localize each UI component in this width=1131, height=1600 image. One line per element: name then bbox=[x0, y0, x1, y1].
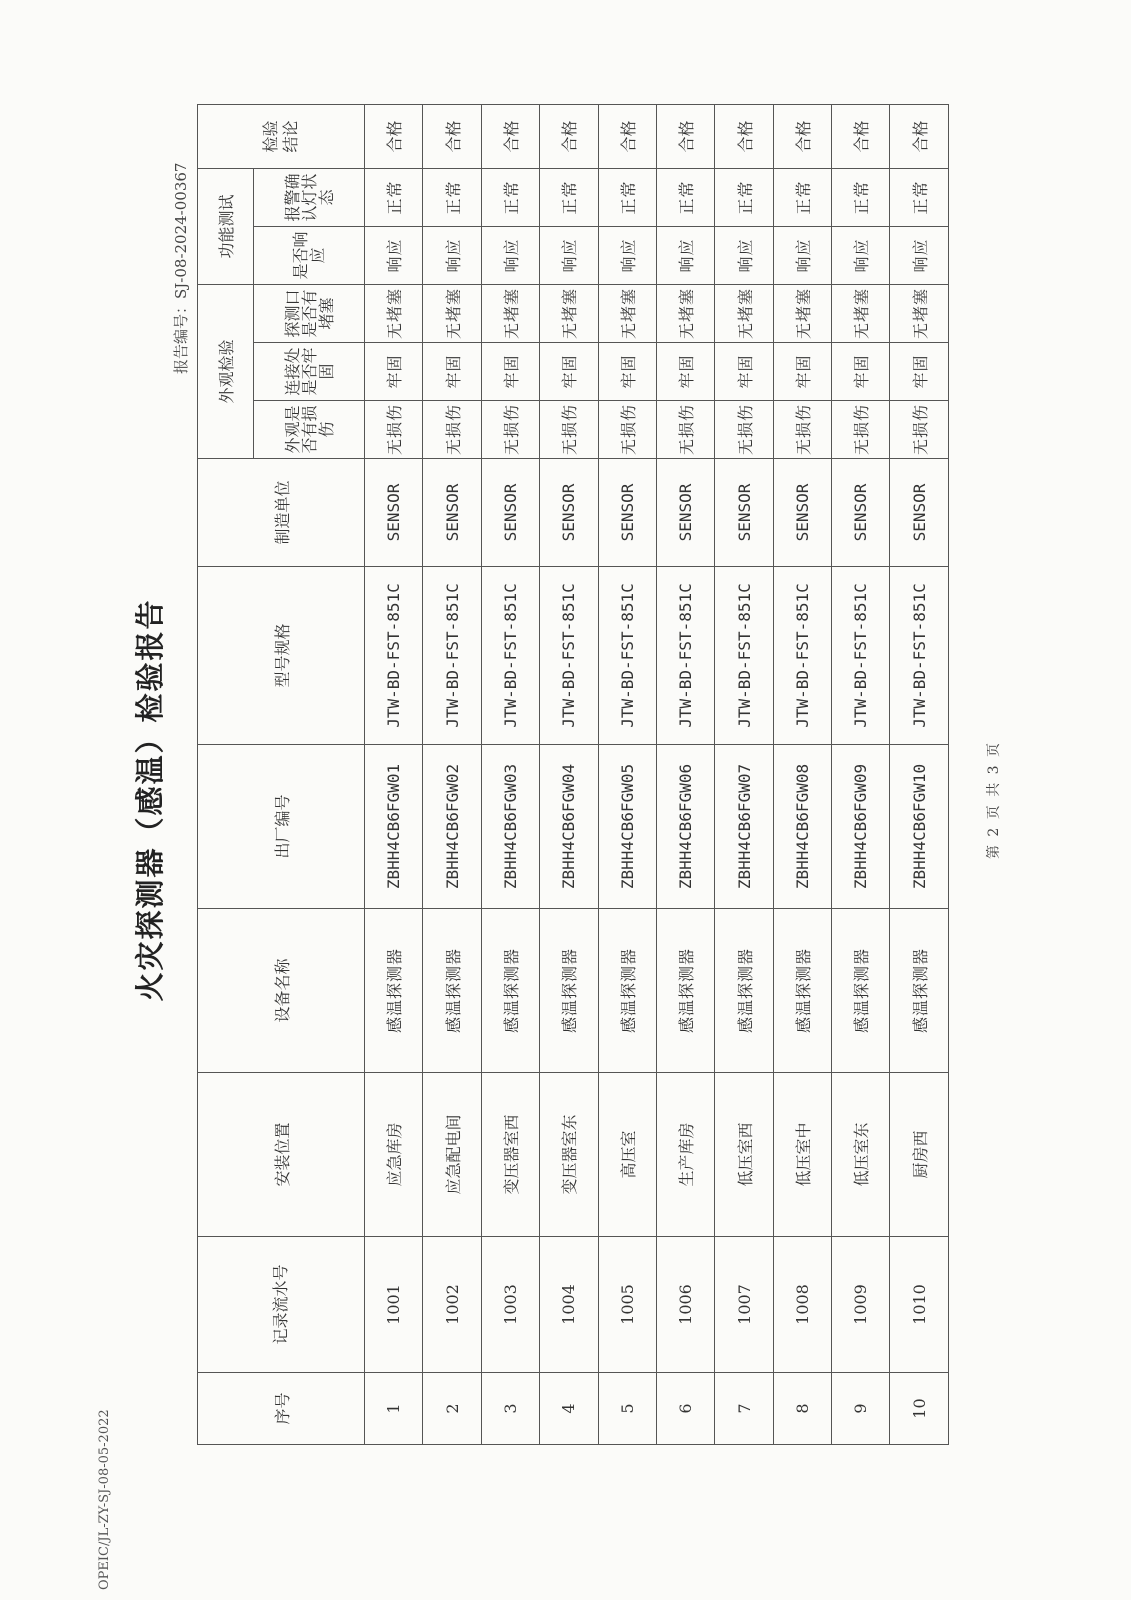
cell-location: 应急配电间 bbox=[423, 1073, 481, 1237]
cell-device-name: 感温探测器 bbox=[423, 909, 481, 1073]
cell-location: 厨房西 bbox=[890, 1073, 949, 1237]
cell-record-no: 1008 bbox=[773, 1237, 831, 1373]
cell-seq: 10 bbox=[890, 1373, 949, 1445]
cell-manufacturer: SENSOR bbox=[365, 459, 423, 567]
table-row bbox=[365, 104, 423, 1444]
table-row bbox=[715, 104, 773, 1444]
cell-device-name: 感温探测器 bbox=[832, 909, 890, 1073]
table-row bbox=[890, 104, 949, 1444]
cell-manufacturer: SENSOR bbox=[715, 459, 773, 567]
cell-seq: 2 bbox=[423, 1373, 481, 1445]
cell-conclusion: 合格 bbox=[540, 104, 598, 168]
cell-device-name: 感温探测器 bbox=[481, 909, 539, 1073]
header-response: 是否响应 bbox=[254, 227, 365, 285]
cell-record-no: 1001 bbox=[365, 1237, 423, 1373]
cell-location: 低压室中 bbox=[773, 1073, 831, 1237]
cell-serial: ZBHH4CB6FGW09 bbox=[832, 745, 890, 909]
cell-manufacturer: SENSOR bbox=[890, 459, 949, 567]
header-manufacturer: 制造单位 bbox=[198, 459, 365, 567]
cell-serial: ZBHH4CB6FGW06 bbox=[656, 745, 714, 909]
cell-model: JTW-BD-FST-851C bbox=[773, 567, 831, 745]
cell-alarm-light: 正常 bbox=[890, 168, 949, 226]
cell-record-no: 1003 bbox=[481, 1237, 539, 1373]
table-row bbox=[598, 104, 656, 1444]
cell-model: JTW-BD-FST-851C bbox=[715, 567, 773, 745]
table-row bbox=[481, 104, 539, 1444]
header-location: 安装位置 bbox=[198, 1073, 365, 1237]
cell-seq: 5 bbox=[598, 1373, 656, 1445]
cell-manufacturer: SENSOR bbox=[423, 459, 481, 567]
cell-record-no: 1007 bbox=[715, 1237, 773, 1373]
cell-response: 响应 bbox=[598, 227, 656, 285]
table-row bbox=[540, 104, 598, 1444]
cell-seq: 3 bbox=[481, 1373, 539, 1445]
cell-conclusion: 合格 bbox=[365, 104, 423, 168]
cell-connection: 牢固 bbox=[832, 343, 890, 401]
cell-connection: 牢固 bbox=[656, 343, 714, 401]
header-blockage: 探测口是否有堵塞 bbox=[254, 285, 365, 343]
cell-alarm-light: 正常 bbox=[481, 168, 539, 226]
page-number: 第 2 页 共 3 页 bbox=[986, 740, 1002, 860]
cell-model: JTW-BD-FST-851C bbox=[481, 567, 539, 745]
header-model: 型号规格 bbox=[198, 567, 365, 745]
header-conclusion: 检验结论 bbox=[198, 104, 365, 168]
cell-response: 响应 bbox=[773, 227, 831, 285]
table-row bbox=[773, 104, 831, 1444]
cell-response: 响应 bbox=[481, 227, 539, 285]
cell-conclusion: 合格 bbox=[773, 104, 831, 168]
cell-record-no: 1006 bbox=[656, 1237, 714, 1373]
cell-appearance-damage: 无损伤 bbox=[598, 401, 656, 459]
header-serial: 出厂编号 bbox=[198, 745, 365, 909]
header-record-no: 记录流水号 bbox=[198, 1237, 365, 1373]
cell-conclusion: 合格 bbox=[715, 104, 773, 168]
cell-response: 响应 bbox=[423, 227, 481, 285]
header-seq: 序号 bbox=[198, 1373, 365, 1445]
cell-blockage: 无堵塞 bbox=[481, 285, 539, 343]
cell-connection: 牢固 bbox=[540, 343, 598, 401]
table-row bbox=[423, 104, 481, 1444]
inspection-table bbox=[197, 104, 949, 1445]
cell-alarm-light: 正常 bbox=[773, 168, 831, 226]
cell-device-name: 感温探测器 bbox=[540, 909, 598, 1073]
cell-connection: 牢固 bbox=[481, 343, 539, 401]
report-number: 报告编号：SJ-08-2024-00367 bbox=[172, 162, 190, 374]
cell-alarm-light: 正常 bbox=[423, 168, 481, 226]
cell-serial: ZBHH4CB6FGW03 bbox=[481, 745, 539, 909]
header-alarm-light: 报警确认灯状态 bbox=[254, 168, 365, 226]
header-row-1 bbox=[198, 104, 254, 1444]
cell-model: JTW-BD-FST-851C bbox=[656, 567, 714, 745]
cell-model: JTW-BD-FST-851C bbox=[598, 567, 656, 745]
cell-manufacturer: SENSOR bbox=[832, 459, 890, 567]
cell-response: 响应 bbox=[832, 227, 890, 285]
header-function-group: 功能测试 bbox=[198, 168, 254, 284]
cell-record-no: 1002 bbox=[423, 1237, 481, 1373]
cell-model: JTW-BD-FST-851C bbox=[423, 567, 481, 745]
cell-blockage: 无堵塞 bbox=[598, 285, 656, 343]
cell-conclusion: 合格 bbox=[890, 104, 949, 168]
cell-blockage: 无堵塞 bbox=[832, 285, 890, 343]
cell-conclusion: 合格 bbox=[598, 104, 656, 168]
cell-conclusion: 合格 bbox=[481, 104, 539, 168]
cell-device-name: 感温探测器 bbox=[773, 909, 831, 1073]
cell-device-name: 感温探测器 bbox=[890, 909, 949, 1073]
cell-seq: 7 bbox=[715, 1373, 773, 1445]
cell-serial: ZBHH4CB6FGW01 bbox=[365, 745, 423, 909]
cell-manufacturer: SENSOR bbox=[773, 459, 831, 567]
cell-model: JTW-BD-FST-851C bbox=[540, 567, 598, 745]
cell-alarm-light: 正常 bbox=[598, 168, 656, 226]
cell-manufacturer: SENSOR bbox=[481, 459, 539, 567]
cell-blockage: 无堵塞 bbox=[773, 285, 831, 343]
header-appearance-group: 外观检验 bbox=[198, 285, 254, 459]
cell-seq: 8 bbox=[773, 1373, 831, 1445]
cell-alarm-light: 正常 bbox=[715, 168, 773, 226]
cell-blockage: 无堵塞 bbox=[890, 285, 949, 343]
cell-connection: 牢固 bbox=[598, 343, 656, 401]
header-device-name: 设备名称 bbox=[198, 909, 365, 1073]
cell-record-no: 1004 bbox=[540, 1237, 598, 1373]
cell-location: 低压室东 bbox=[832, 1073, 890, 1237]
cell-conclusion: 合格 bbox=[832, 104, 890, 168]
cell-appearance-damage: 无损伤 bbox=[773, 401, 831, 459]
cell-appearance-damage: 无损伤 bbox=[656, 401, 714, 459]
cell-response: 响应 bbox=[656, 227, 714, 285]
cell-response: 响应 bbox=[540, 227, 598, 285]
cell-serial: ZBHH4CB6FGW07 bbox=[715, 745, 773, 909]
cell-response: 响应 bbox=[890, 227, 949, 285]
table-row bbox=[656, 104, 714, 1444]
cell-appearance-damage: 无损伤 bbox=[365, 401, 423, 459]
cell-record-no: 1009 bbox=[832, 1237, 890, 1373]
cell-manufacturer: SENSOR bbox=[656, 459, 714, 567]
cell-location: 变压器室西 bbox=[481, 1073, 539, 1237]
cell-connection: 牢固 bbox=[773, 343, 831, 401]
cell-appearance-damage: 无损伤 bbox=[423, 401, 481, 459]
cell-serial: ZBHH4CB6FGW05 bbox=[598, 745, 656, 909]
cell-alarm-light: 正常 bbox=[656, 168, 714, 226]
cell-location: 生产库房 bbox=[656, 1073, 714, 1237]
cell-record-no: 1005 bbox=[598, 1237, 656, 1373]
cell-location: 应急库房 bbox=[365, 1073, 423, 1237]
cell-serial: ZBHH4CB6FGW02 bbox=[423, 745, 481, 909]
form-code: OPEIC/JL-ZY-SJ-08-05-2022 bbox=[97, 1409, 112, 1590]
cell-alarm-light: 正常 bbox=[365, 168, 423, 226]
cell-conclusion: 合格 bbox=[423, 104, 481, 168]
cell-model: JTW-BD-FST-851C bbox=[365, 567, 423, 745]
cell-appearance-damage: 无损伤 bbox=[481, 401, 539, 459]
cell-record-no: 1010 bbox=[890, 1237, 949, 1373]
cell-appearance-damage: 无损伤 bbox=[832, 401, 890, 459]
cell-blockage: 无堵塞 bbox=[423, 285, 481, 343]
cell-manufacturer: SENSOR bbox=[540, 459, 598, 567]
cell-device-name: 感温探测器 bbox=[715, 909, 773, 1073]
cell-connection: 牢固 bbox=[365, 343, 423, 401]
cell-manufacturer: SENSOR bbox=[598, 459, 656, 567]
cell-conclusion: 合格 bbox=[656, 104, 714, 168]
cell-alarm-light: 正常 bbox=[832, 168, 890, 226]
cell-blockage: 无堵塞 bbox=[656, 285, 714, 343]
cell-seq: 9 bbox=[832, 1373, 890, 1445]
cell-serial: ZBHH4CB6FGW04 bbox=[540, 745, 598, 909]
header-appearance-damage: 外观是否有损伤 bbox=[254, 401, 365, 459]
cell-model: JTW-BD-FST-851C bbox=[832, 567, 890, 745]
cell-blockage: 无堵塞 bbox=[540, 285, 598, 343]
document-title: 火灾探测器（感温）检验报告 bbox=[133, 598, 167, 1002]
cell-serial: ZBHH4CB6FGW10 bbox=[890, 745, 949, 909]
cell-device-name: 感温探测器 bbox=[656, 909, 714, 1073]
cell-connection: 牢固 bbox=[423, 343, 481, 401]
cell-seq: 6 bbox=[656, 1373, 714, 1445]
cell-device-name: 感温探测器 bbox=[598, 909, 656, 1073]
cell-alarm-light: 正常 bbox=[540, 168, 598, 226]
cell-serial: ZBHH4CB6FGW08 bbox=[773, 745, 831, 909]
cell-blockage: 无堵塞 bbox=[365, 285, 423, 343]
cell-appearance-damage: 无损伤 bbox=[540, 401, 598, 459]
cell-response: 响应 bbox=[715, 227, 773, 285]
cell-model: JTW-BD-FST-851C bbox=[890, 567, 949, 745]
cell-seq: 1 bbox=[365, 1373, 423, 1445]
cell-connection: 牢固 bbox=[890, 343, 949, 401]
cell-device-name: 感温探测器 bbox=[365, 909, 423, 1073]
cell-blockage: 无堵塞 bbox=[715, 285, 773, 343]
cell-response: 响应 bbox=[365, 227, 423, 285]
cell-location: 低压室西 bbox=[715, 1073, 773, 1237]
cell-location: 变压器室东 bbox=[540, 1073, 598, 1237]
table-row bbox=[832, 104, 890, 1444]
cell-location: 高压室 bbox=[598, 1073, 656, 1237]
cell-appearance-damage: 无损伤 bbox=[890, 401, 949, 459]
header-connection: 连接处是否牢固 bbox=[254, 343, 365, 401]
cell-connection: 牢固 bbox=[715, 343, 773, 401]
cell-seq: 4 bbox=[540, 1373, 598, 1445]
cell-appearance-damage: 无损伤 bbox=[715, 401, 773, 459]
